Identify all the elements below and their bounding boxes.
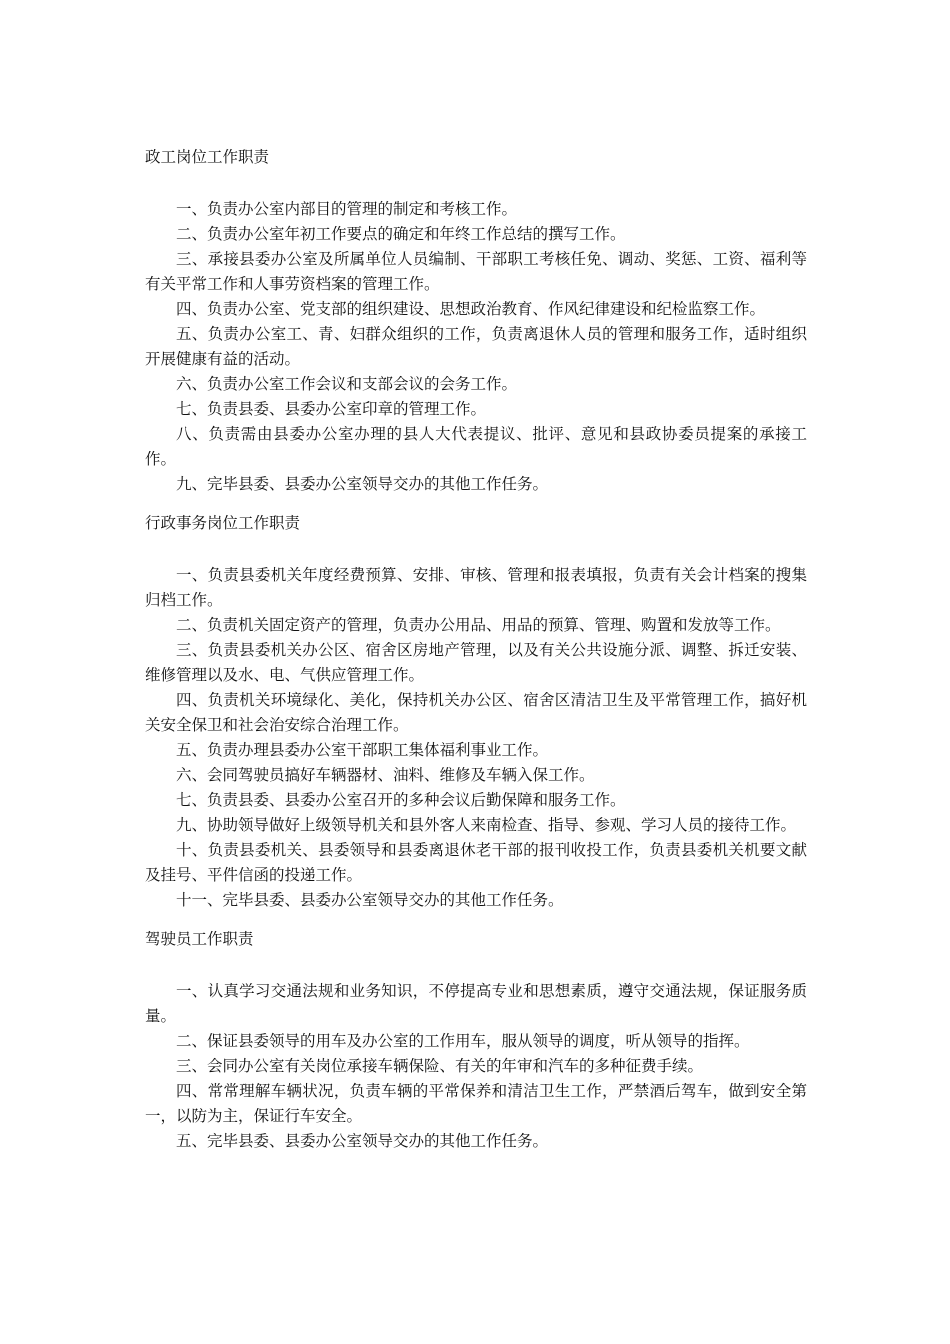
duty-item: 六、会同驾驶员搞好车辆器材、油料、维修及车辆入保工作。 (176, 766, 595, 784)
section-administrative-affairs (145, 511, 807, 913)
section-title: 驾驶员工作职责 (145, 930, 254, 948)
duty-item: 一、负责县委机关年度经费预算、安排、审核、管理和报表填报，负责有关会计档案的搜集归档工作。 (145, 566, 807, 609)
duty-item: 五、完毕县委、县委办公室领导交办的其他工作任务。 (176, 1132, 549, 1150)
duty-item: 五、负责办公室工、青、妇群众组织的工作，负责离退休人员的管理和服务工作，适时组织开展健康有益的活动。 (145, 325, 807, 368)
duty-item: 二、保证县委领导的用车及办公室的工作用车，服从领导的调度，听从领导的指挥。 (176, 1032, 750, 1050)
section-title: 行政事务岗位工作职责 (145, 514, 301, 532)
document-body (145, 145, 807, 1168)
section-title: 政工岗位工作职责 (145, 148, 270, 166)
duty-item: 三、会同办公室有关岗位承接车辆保险、有关的年审和汽车的多种征费手续。 (176, 1057, 704, 1075)
duty-item: 一、认真学习交通法规和业务知识，不停提高专业和思想素质，遵守交通法规，保证服务质量。 (145, 982, 807, 1025)
duty-item: 十、负责县委机关、县委领导和县委离退休老干部的报刊收投工作，负责县委机关机要文献及挂号、平件信函的投递工作。 (145, 841, 807, 884)
duty-item: 七、负责县委、县委办公室召开的多种会议后勤保障和服务工作。 (176, 791, 626, 809)
section-political-work (145, 145, 807, 497)
duty-item: 九、完毕县委、县委办公室领导交办的其他工作任务。 (176, 475, 549, 493)
duty-item: 四、负责办公室、党支部的组织建设、思想政治教育、作风纪律建设和纪检监察工作。 (176, 300, 766, 318)
duty-item: 十一、完毕县委、县委办公室领导交办的其他工作任务。 (176, 891, 564, 909)
duty-item: 五、负责办理县委办公室干部职工集体福利事业工作。 (176, 741, 549, 759)
duty-item: 四、常常理解车辆状况，负责车辆的平常保养和清洁卫生工作，严禁酒后驾车，做到安全第一，以防为主，保证行车安全。 (145, 1082, 807, 1125)
duty-item: 九、协助领导做好上级领导机关和县外客人来南检查、指导、参观、学习人员的接待工作。 (176, 816, 797, 834)
duty-item: 四、负责机关环境绿化、美化，保持机关办公区、宿舍区清洁卫生及平常管理工作，搞好机关安全保卫和社会治安综合治理工作。 (145, 691, 807, 734)
duty-item: 一、负责办公室内部目的管理的制定和考核工作。 (176, 200, 518, 218)
duty-item: 八、负责需由县委办公室办理的县人大代表提议、批评、意见和县政协委员提案的承接工作。 (145, 425, 807, 468)
duty-item: 二、负责办公室年初工作要点的确定和年终工作总结的撰写工作。 (176, 225, 626, 243)
duty-item: 七、负责县委、县委办公室印章的管理工作。 (176, 400, 487, 418)
duty-item: 六、负责办公室工作会议和支部会议的会务工作。 (176, 375, 518, 393)
duty-item: 二、负责机关固定资产的管理，负责办公用品、用品的预算、管理、购置和发放等工作。 (176, 616, 781, 634)
duty-item: 三、承接县委办公室及所属单位人员编制、干部职工考核任免、调动、奖惩、工资、福利等有关平常工作和人事劳资档案的管理工作。 (145, 250, 807, 293)
section-driver (145, 927, 807, 1154)
duty-item: 三、负责县委机关办公区、宿舍区房地产管理，以及有关公共设施分派、调整、拆迁安装、维修管理以及水、电、气供应管理工作。 (145, 641, 807, 684)
